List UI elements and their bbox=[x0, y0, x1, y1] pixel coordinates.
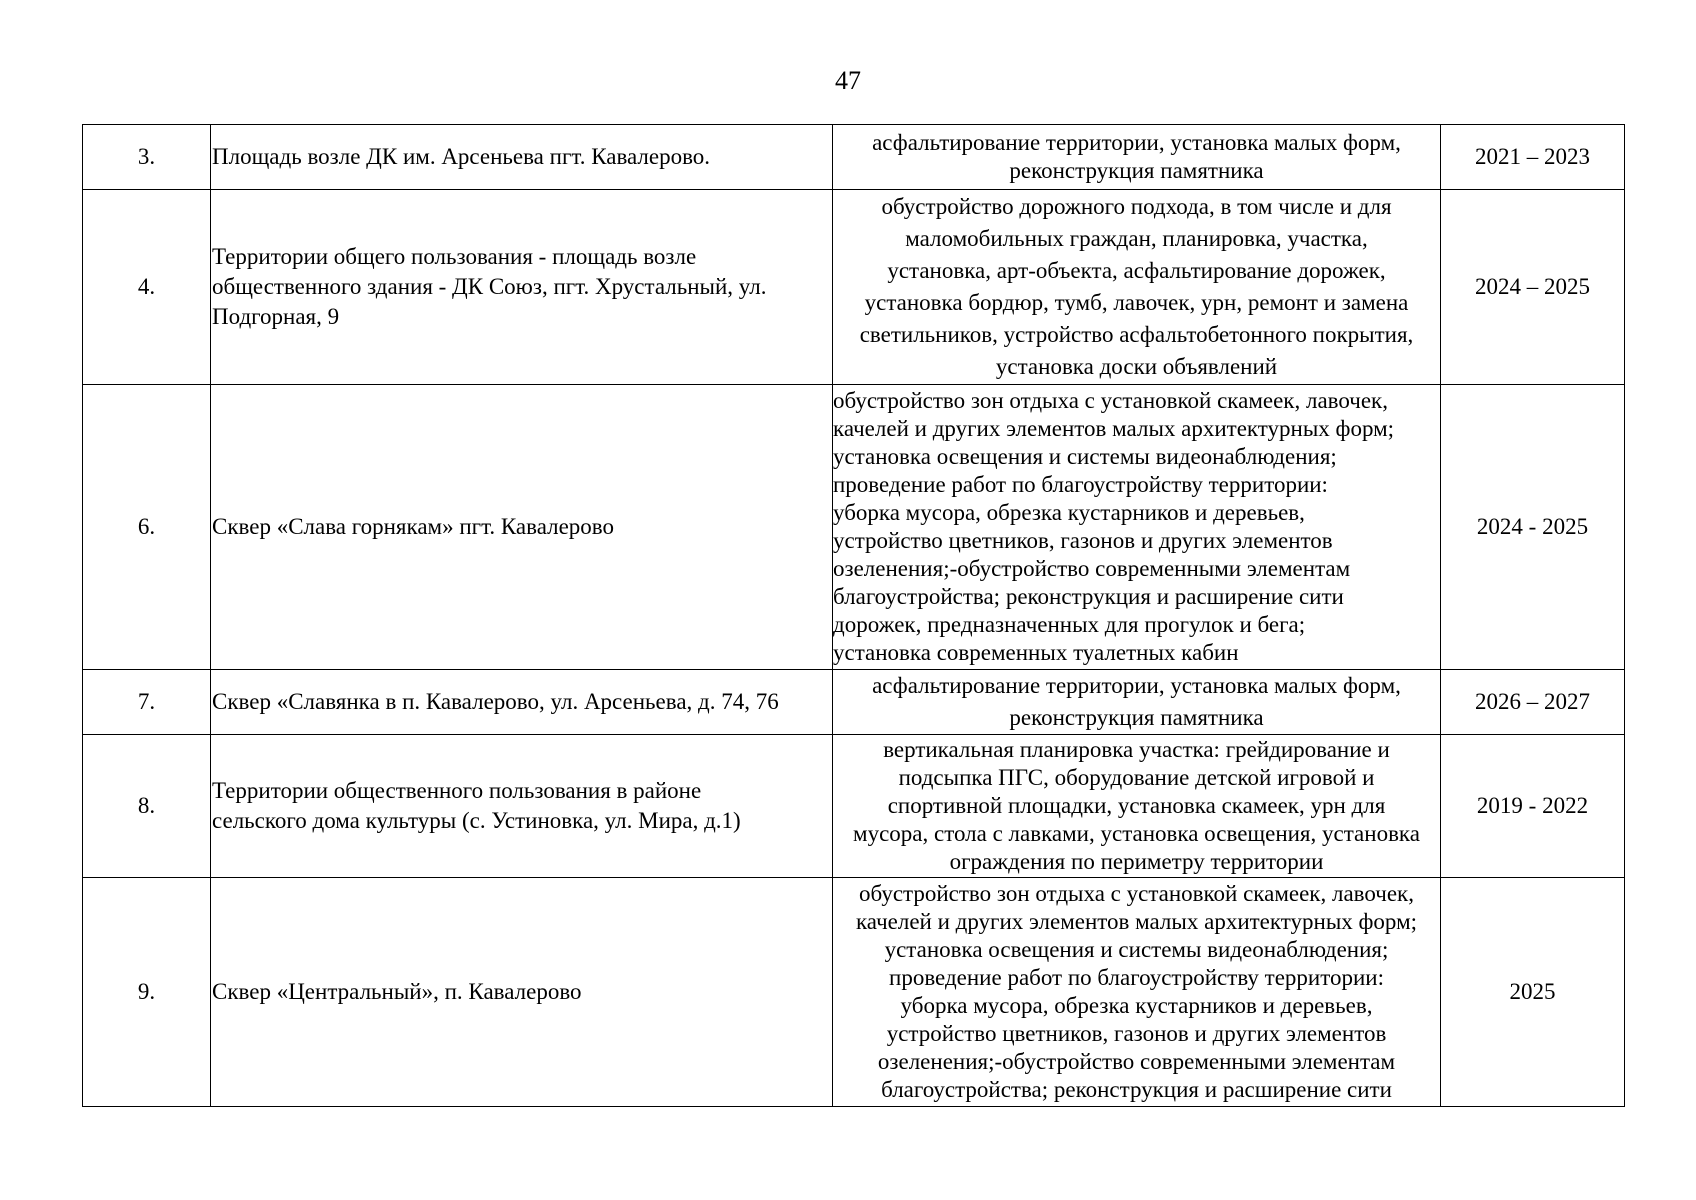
works-line: светильников, устройство асфальтобетонного покрытия, bbox=[859, 322, 1414, 347]
works-line: реконструкция памятника bbox=[1009, 705, 1264, 730]
works-line: установка бордюр, тумб, лавочек, урн, ремонт и замена bbox=[864, 290, 1409, 315]
works-line: качелей и других элементов малых архитектурных форм; bbox=[833, 416, 1395, 441]
years: 2021 – 2023 bbox=[1441, 125, 1625, 190]
works-line: установка освещения и системы видеонаблюдения; bbox=[884, 937, 1389, 962]
table-row bbox=[83, 385, 1625, 670]
territory-name bbox=[211, 190, 833, 385]
years: 2026 – 2027 bbox=[1441, 670, 1625, 735]
works-description bbox=[833, 878, 1441, 1107]
works-description bbox=[833, 190, 1441, 385]
works-line: установка, арт-объекта, асфальтирование дорожек, bbox=[887, 258, 1386, 283]
works-line: вертикальная планировка участка: грейдирование и bbox=[883, 737, 1390, 762]
years: 2024 - 2025 bbox=[1441, 385, 1625, 670]
works-line: обустройство дорожного подхода, в том числе и для bbox=[881, 194, 1392, 219]
works-line: проведение работ по благоустройству территории: bbox=[889, 965, 1384, 990]
row-number: 9. bbox=[83, 878, 211, 1107]
territory-name bbox=[211, 670, 833, 735]
works-line: асфальтирование территории, установка малых форм, bbox=[872, 673, 1401, 698]
territory-name-line: Площадь возле ДК им. Арсеньева пгт. Кавалерово. bbox=[212, 144, 711, 169]
works-line: спортивной площадки, установка скамеек, урн для bbox=[887, 793, 1386, 818]
works-line: асфальтирование территории, установка малых форм, bbox=[872, 130, 1401, 155]
works-line: проведение работ по благоустройству территории: bbox=[833, 472, 1328, 497]
works-line: ограждения по периметру территории bbox=[949, 849, 1324, 874]
improvement-table bbox=[82, 124, 1625, 1107]
works-line: озеленения;-обустройство современными элементам bbox=[833, 556, 1351, 581]
territory-name bbox=[211, 385, 833, 670]
territory-name-line: Территории общего пользования - площадь возле bbox=[212, 244, 697, 269]
works-description bbox=[833, 670, 1441, 735]
territory-name-line: сельского дома культуры (с. Устиновка, ул. Мира, д.1) bbox=[212, 808, 741, 833]
years: 2019 - 2022 bbox=[1441, 735, 1625, 878]
works-line: благоустройства; реконструкция и расширение сити bbox=[833, 584, 1344, 609]
works-line: маломобильных граждан, планировка, участка, bbox=[905, 226, 1368, 251]
works-line: устройство цветников, газонов и других элементов bbox=[833, 528, 1333, 553]
works-description bbox=[833, 125, 1441, 190]
territory-name-line: Сквер «Слава горнякам» пгт. Кавалерово bbox=[212, 514, 614, 539]
table-row bbox=[83, 190, 1625, 385]
works-line: уборка мусора, обрезка кустарников и деревьев, bbox=[833, 500, 1305, 525]
row-number: 4. bbox=[83, 190, 211, 385]
territory-name-line: Подгорная, 9 bbox=[212, 304, 340, 329]
row-number: 7. bbox=[83, 670, 211, 735]
territory-name bbox=[211, 878, 833, 1107]
works-line: качелей и других элементов малых архитектурных форм; bbox=[855, 909, 1418, 934]
territory-name bbox=[211, 125, 833, 190]
works-description bbox=[833, 385, 1441, 670]
table-row bbox=[83, 878, 1625, 1107]
works-line: установка доски объявлений bbox=[995, 354, 1278, 379]
works-description bbox=[833, 735, 1441, 878]
years: 2025 bbox=[1441, 878, 1625, 1107]
row-number: 3. bbox=[83, 125, 211, 190]
works-line: подсыпка ПГС, оборудование детской игровой и bbox=[898, 765, 1375, 790]
territory-name bbox=[211, 735, 833, 878]
works-line: обустройство зон отдыха с установкой скамеек, лавочек, bbox=[859, 881, 1414, 906]
row-number: 6. bbox=[83, 385, 211, 670]
table-row bbox=[83, 125, 1625, 190]
page-number: 47 bbox=[835, 66, 861, 95]
works-line: озеленения;-обустройство современными элементам bbox=[877, 1049, 1396, 1074]
works-line: дорожек, предназначенных для прогулок и бега; bbox=[833, 612, 1306, 637]
works-line: реконструкция памятника bbox=[1009, 158, 1264, 183]
territory-name-line: Территории общественного пользования в районе bbox=[212, 778, 702, 803]
territory-name-line: Сквер «Центральный», п. Кавалерово bbox=[212, 979, 582, 1004]
works-line: уборка мусора, обрезка кустарников и деревьев, bbox=[900, 993, 1373, 1018]
row-number: 8. bbox=[83, 735, 211, 878]
works-line: устройство цветников, газонов и других элементов bbox=[886, 1021, 1387, 1046]
territory-name-line: Сквер «Славянка в п. Кавалерово, ул. Арсеньева, д. 74, 76 bbox=[212, 689, 779, 714]
works-line: благоустройства; реконструкция и расширение сити bbox=[881, 1077, 1392, 1102]
territory-name-line: общественного здания - ДК Союз, пгт. Хрустальный, ул. bbox=[212, 274, 767, 299]
works-line: обустройство зон отдыха с установкой скамеек, лавочек, bbox=[833, 388, 1388, 413]
table-row bbox=[83, 670, 1625, 735]
works-line: установка современных туалетных кабин bbox=[833, 640, 1239, 665]
works-line: установка освещения и системы видеонаблюдения; bbox=[833, 444, 1337, 469]
table-row bbox=[83, 735, 1625, 878]
works-line: мусора, стола с лавками, установка освещения, установка bbox=[853, 821, 1420, 846]
years: 2024 – 2025 bbox=[1441, 190, 1625, 385]
